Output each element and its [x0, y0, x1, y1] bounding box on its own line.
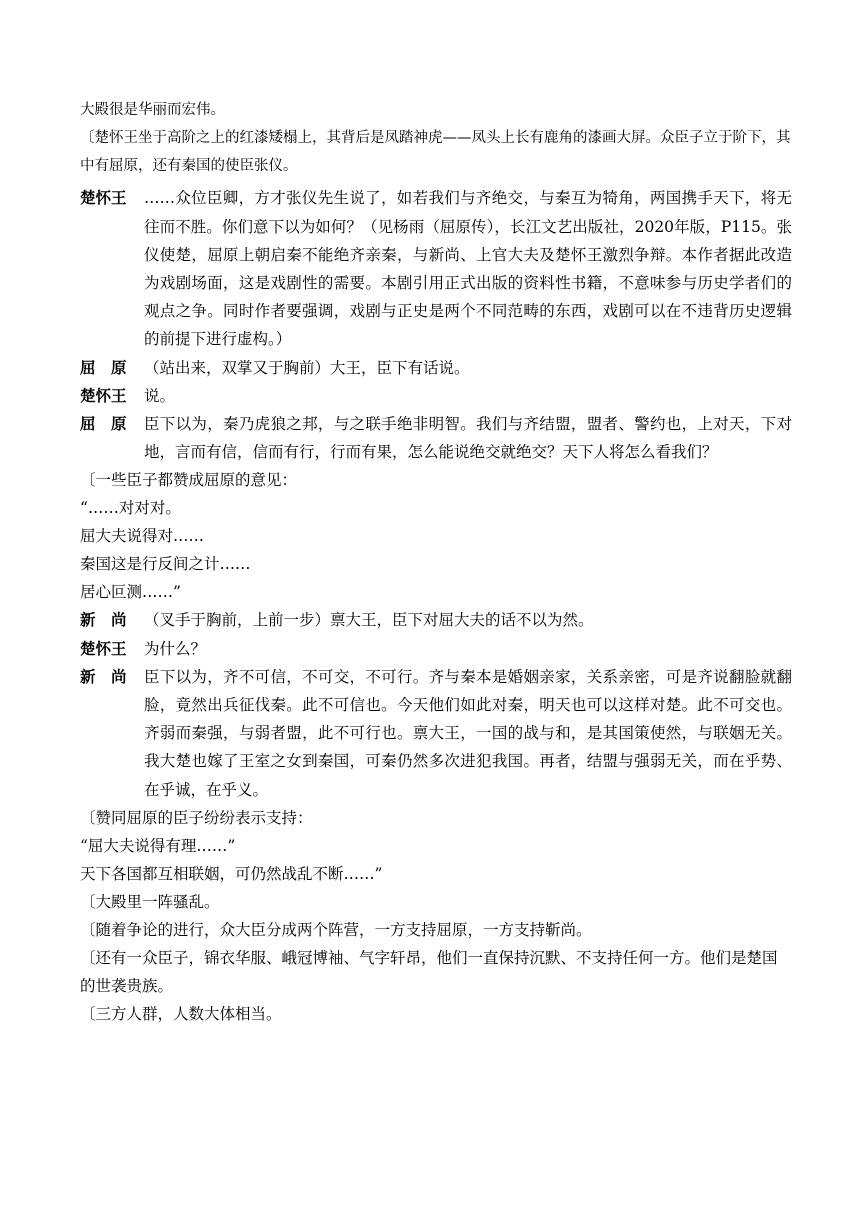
speech-text: 臣下以为，秦乃虎狼之邦，与之联手绝非明智。我们与齐结盟，盟者、警约也，上对天，下对地，言而有信，信而有行，行而有果，怎么能说绝交就绝交？天下人将怎么看我们？ [144, 415, 792, 462]
crowd-line: “屈大夫说得有理……” [80, 836, 236, 855]
speaker-name: 楚怀王 [80, 189, 127, 208]
dialogue-entry [80, 354, 792, 382]
dialogue-entry [80, 410, 792, 466]
crowd-line: “……对对对。 [80, 499, 181, 518]
crowd-line: 屈大夫说得对…… [80, 527, 205, 546]
stage-direction: 〔一些臣子都赞成屈原的意见： [80, 471, 298, 490]
crowd-line: 居心叵测……” [80, 583, 181, 602]
stage-direction: 大殿很是华丽而宏伟。 [80, 102, 225, 118]
speech-text: ……众位臣卿，方才张仪先生说了，如若我们与齐绝交，与秦互为犄角，两国携手天下，将无往而不胜。你们意下以为如何？（见杨雨（屈原传），长江文艺出版社，2020年版，P115。张仪使楚，屈原上朝启秦不能绝齐亲秦，与新尚、上官大夫及楚怀王激烈争辩。本作者据此改造为戏剧场面，这是戏剧性的需要。本剧引用正式出版的资料性书籍，不意味参与历史学者们的观点之争。同时作者要强调，戏剧与正史是两个不同范畴的东西，戏剧可以在不违背历史逻辑的前提下进行虚构。） [144, 189, 792, 349]
speaker-name: 新 尚 [80, 611, 127, 630]
speech-text: （站出来，双掌又于胸前）大王，臣下有话说。 [144, 358, 470, 377]
stage-direction: 〔大殿里一阵骚乱。 [80, 892, 220, 911]
dialogue-entry [80, 382, 792, 410]
dialogue-entry [80, 663, 792, 804]
speaker-name: 楚怀王 [80, 639, 127, 658]
dialogue-entry [80, 184, 792, 353]
speaker-name: 屈 原 [80, 415, 127, 434]
stage-direction: 〔还有一众臣子，锦衣华服、峨冠博袖、气字轩昂，他们一直保持沉默、不支持任何一方。他们是楚国的世袭贵族。 [80, 948, 778, 996]
stage-direction: 〔随着争论的进行，众大臣分成两个阵营，一方支持屈原，一方支持靳尚。 [80, 920, 592, 939]
dialogue-entry [80, 635, 792, 663]
stage-direction: 〔楚怀王坐于高阶之上的红漆矮榻上，其背后是凤踏神虎——凤头上长有鹿角的漆画大屏。众臣子立于阶下，其中有屈原，还有秦国的使臣张仪。 [80, 130, 791, 175]
document-body [80, 96, 792, 1028]
speech-text: 说。 [144, 386, 176, 405]
speaker-name: 屈 原 [80, 358, 127, 377]
speech-text: （叉手于胸前，上前一步）禀大王，臣下对屈大夫的话不以为然。 [144, 611, 594, 630]
speaker-name: 楚怀王 [80, 386, 127, 405]
speaker-name: 新 尚 [80, 667, 127, 686]
speech-text: 为什么？ [144, 639, 207, 658]
speech-text: 臣下以为，齐不可信，不可交，不可行。齐与秦本是婚姻亲家，关系亲密，可是齐说翻脸就翻脸，竟然出兵征伐秦。此不可信也。今天他们如此对秦，明天也可以这样对楚。此不可交也。齐弱而秦强，与弱者盟，此不可行也。禀大王，一国的战与和，是其国策使然，与联姻无关。我大楚也嫁了王室之女到秦国，可秦仍然多次进犯我国。再者，结盟与强弱无关，而在乎势、在乎诚，在乎义。 [144, 667, 792, 799]
stage-direction: 〔三方人群，人数大体相当。 [80, 1005, 282, 1024]
dialogue-entry [80, 606, 792, 634]
crowd-line: 天下各国都互相联姻，可仍然战乱不断……” [80, 864, 383, 883]
stage-direction: 〔赞同屈原的臣子纷纷表示支持： [80, 808, 313, 827]
crowd-line: 秦国这是行反间之计…… [80, 555, 251, 574]
